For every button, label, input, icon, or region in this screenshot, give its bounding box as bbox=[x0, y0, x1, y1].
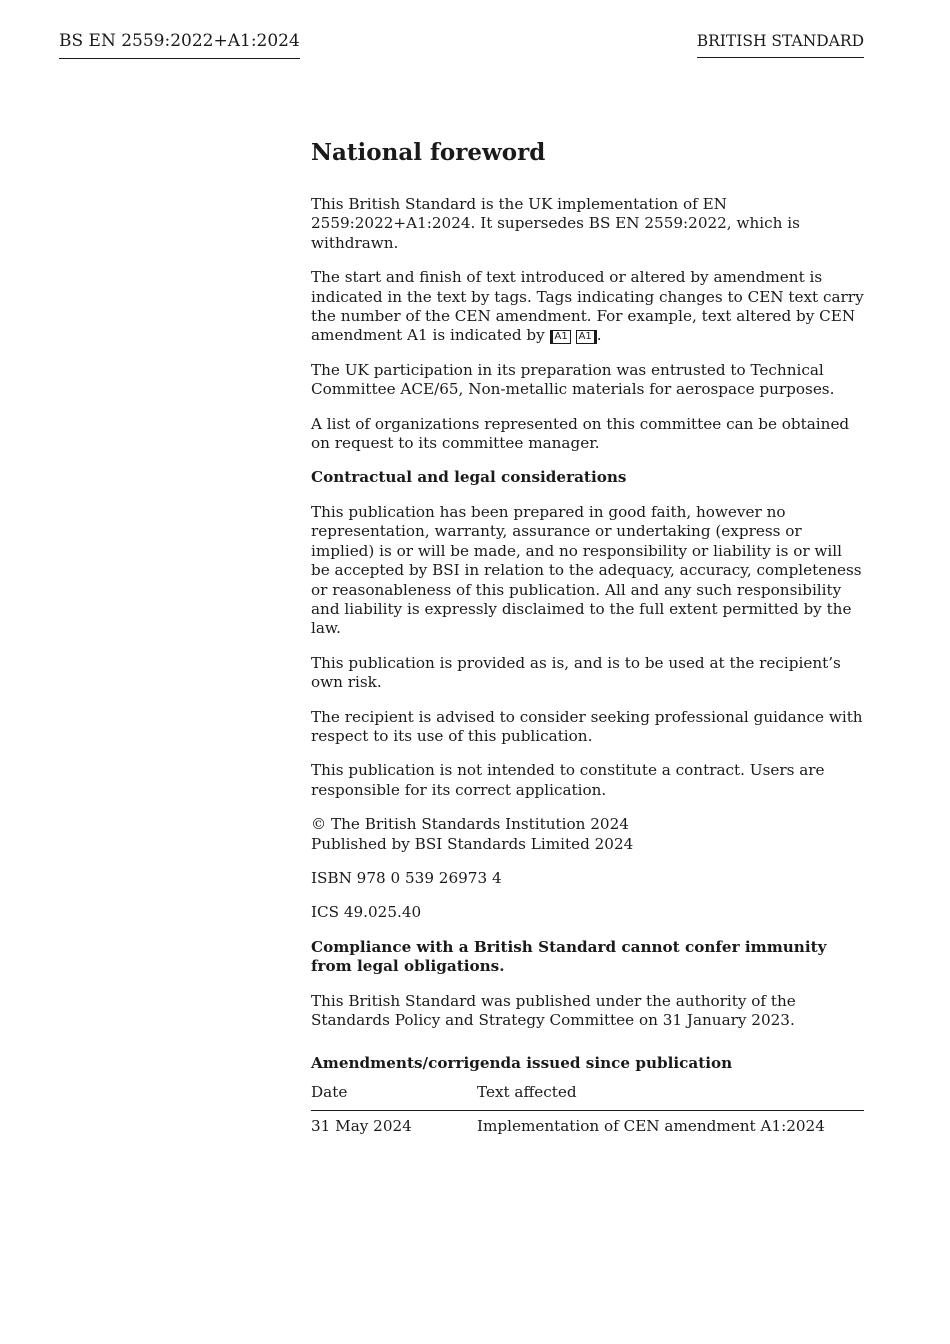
amendments-header-row bbox=[311, 1081, 864, 1111]
series-label: BRITISH STANDARD bbox=[697, 31, 864, 58]
column-header-text-affected: Text affected bbox=[477, 1081, 864, 1111]
amendment-close-tag-icon: A1 bbox=[576, 330, 597, 344]
amendments-title: Amendments/corrigenda issued since publication bbox=[311, 1054, 733, 1073]
document-id: BS EN 2559:2022+A1:2024 bbox=[59, 30, 300, 59]
national-foreword bbox=[311, 138, 864, 1135]
contractual-heading: Contractual and legal considerations bbox=[311, 468, 627, 487]
paragraph-amendment-tags bbox=[311, 268, 864, 346]
amendment-text: Implementation of CEN amendment A1:2024 bbox=[477, 1117, 825, 1136]
table-row bbox=[311, 1111, 864, 1136]
amendment-tags-end: . bbox=[596, 326, 602, 345]
copyright-block bbox=[311, 815, 864, 854]
paragraph-contract: This publication is not intended to constitute a contract. Users are responsible for its correct application. bbox=[311, 761, 825, 799]
compliance-statement: Compliance with a British Standard cannot confer immunity from legal obligations. bbox=[311, 937, 827, 976]
ics: ICS 49.025.40 bbox=[311, 903, 422, 922]
paragraph-own-risk: This publication is provided as is, and is to be used at the recipient’s own risk. bbox=[311, 653, 841, 692]
column-header-date: Date bbox=[311, 1081, 477, 1111]
amendments-table bbox=[311, 1081, 864, 1135]
paragraph-committee: The UK participation in its preparation was entrusted to Technical Committee ACE/65, Non-metallic materials for aerospace purposes. bbox=[311, 360, 835, 399]
paragraph-implementation: This British Standard is the UK implementation of EN 2559:2022+A1:2024. It supersedes BS EN 2559:2022, which is withdrawn. bbox=[311, 195, 800, 252]
authority-statement: This British Standard was published under the authority of the Standards Policy and Strategy Committee on 31 January 2023. bbox=[311, 991, 796, 1029]
amendment-open-tag-icon: A1 bbox=[550, 330, 571, 344]
isbn: ISBN 978 0 539 26973 4 bbox=[311, 868, 502, 887]
amendment-tags-text: The start and finish of text introduced or altered by amendment is indicated in the text by tags. Tags indicating changes to CEN text carry the number of the CEN amendment. For example, text altered by CEN amendment A1 is indicated by bbox=[311, 268, 864, 345]
publisher-line: Published by BSI Standards Limited 2024 bbox=[311, 834, 634, 853]
paragraph-good-faith: This publication has been prepared in good faith, however no representation, warranty, assurance or undertaking (express or implied) is or will be made, and no responsibility or liability is or will be accepted by BSI in relation to the adequacy, accuracy, completeness or reasonableness of this publication. All and any such responsibility and liability is expressly disclaimed to the full extent permitted by the law. bbox=[311, 502, 862, 638]
page-title: National foreword bbox=[311, 139, 546, 166]
amendment-date: 31 May 2024 bbox=[311, 1117, 412, 1136]
paragraph-guidance: The recipient is advised to consider seeking professional guidance with respect to its use of this publication. bbox=[311, 707, 863, 745]
copyright-line: © The British Standards Institution 2024 bbox=[311, 815, 629, 834]
paragraph-organizations: A list of organizations represented on this committee can be obtained on request to its committee manager. bbox=[311, 414, 850, 453]
